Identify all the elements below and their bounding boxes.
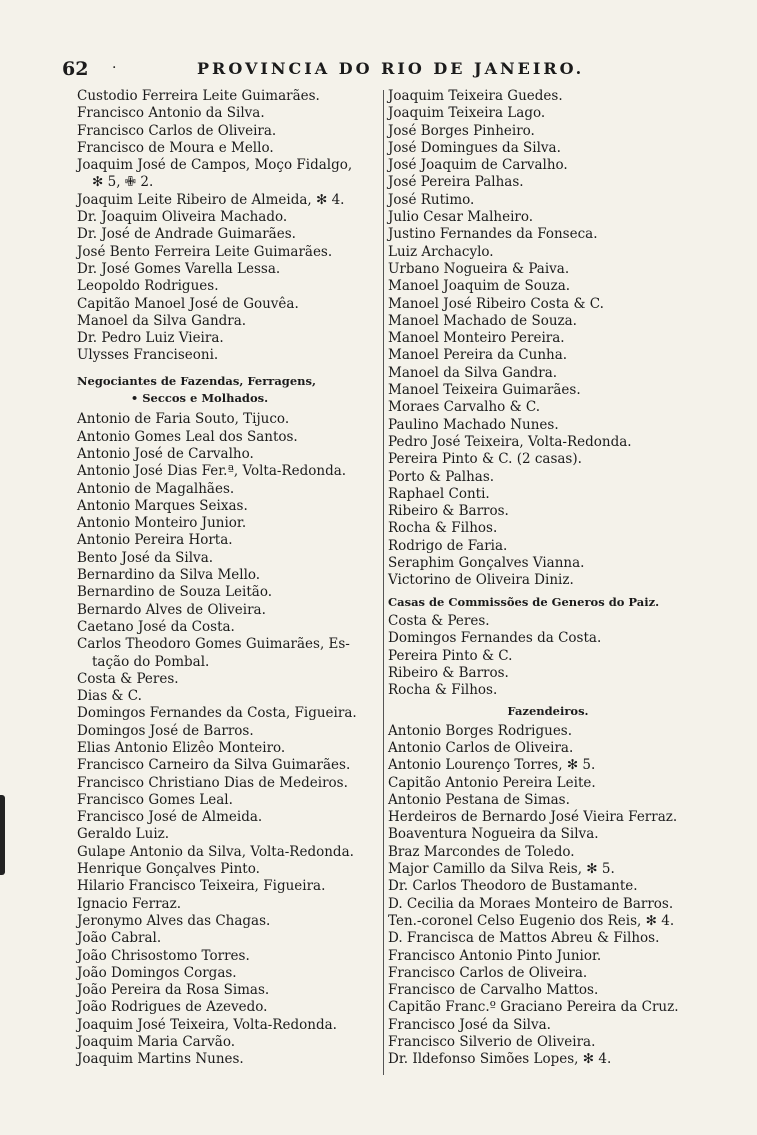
list-item: Costa & Peres. (77, 670, 179, 687)
list-item: Seraphim Gonçalves Vianna. (388, 555, 585, 572)
list-item: José Bento Ferreira Leite Guimarães. (77, 243, 333, 260)
list-item: Bernardino de Souza Leitão. (77, 584, 273, 601)
list-item: José Borges Pinheiro. (388, 122, 535, 139)
list-item: Capitão Manoel José de Gouvêa. (77, 295, 299, 312)
list-item: Manoel Teixeira Guimarães. (388, 382, 581, 399)
list-item: ✻ 5, ✙ 2. (92, 174, 154, 191)
list-item: Antonio José Dias Fer.ª, Volta-Redonda. (77, 463, 347, 480)
list-item: Ten.-coronel Celso Eugenio dos Reis, ✻ 4. (388, 912, 675, 929)
list-item: Francisco de Moura e Mello. (77, 139, 274, 156)
section-heading-commissoes: Casas de Commissões de Generos do Paiz. (388, 594, 660, 609)
list-item: Francisco Gomes Leal. (77, 791, 233, 808)
list-item: Antonio de Faria Souto, Tijuco. (77, 411, 290, 428)
list-item: Antonio de Magalhães. (77, 480, 235, 497)
list-item: Domingos Fernandes da Costa, Figueira. (77, 705, 357, 722)
list-item: Francisco José de Almeida. (77, 809, 263, 826)
list-item: D. Cecilia da Moraes Monteiro de Barros. (388, 895, 674, 912)
list-item: Dr. Carlos Theodoro de Bustamante. (388, 878, 638, 895)
list-item: Domingos José de Barros. (77, 722, 254, 739)
list-item: Antonio Monteiro Junior. (77, 515, 247, 532)
list-item: Julio Cesar Malheiro. (388, 209, 534, 226)
right-column (388, 88, 708, 1069)
list-item: João Rodrigues de Azevedo. (77, 999, 268, 1016)
list-item: Braz Marcondes de Toledo. (388, 843, 575, 860)
list-item: Raphael Conti. (388, 485, 490, 502)
list-item: Elias Antonio Elizêo Monteiro. (77, 739, 286, 756)
list-item: Francisco Christiano Dias de Medeiros. (77, 774, 348, 791)
list-item: Francisco de Carvalho Mattos. (388, 982, 599, 999)
list-item: Francisco Carlos de Oliveira. (77, 122, 277, 139)
list-item: Pedro José Teixeira, Volta-Redonda. (388, 433, 632, 450)
header-separator: · (112, 60, 117, 76)
list-item: Dr. José de Andrade Guimarães. (77, 226, 296, 243)
list-item: Domingos Fernandes da Costa. (388, 630, 602, 647)
list-item: Antonio Carlos de Oliveira. (388, 739, 574, 756)
column-divider (383, 90, 384, 1075)
list-item: Antonio Borges Rodrigues. (388, 722, 573, 739)
list-item: Manoel Joaquim de Souza. (388, 278, 571, 295)
left-list-top (77, 88, 382, 365)
list-item: José Pereira Palhas. (388, 174, 524, 191)
list-item: Boaventura Nogueira da Silva. (388, 826, 599, 843)
list-item: Antonio Lourenço Torres, ✻ 5. (388, 757, 596, 774)
list-item: Ulysses Franciseoni. (77, 347, 219, 364)
list-item: D. Francisca de Mattos Abreu & Filhos. (388, 930, 660, 947)
left-column (77, 88, 382, 1069)
list-item: Jeronymo Alves das Chagas. (77, 912, 271, 929)
page-edge-mark (0, 795, 5, 875)
list-item: Dr. Ildefonso Simões Lopes, ✻ 4. (388, 1051, 612, 1068)
list-item: Manoel Pereira da Cunha. (388, 347, 568, 364)
list-item: Paulino Machado Nunes. (388, 416, 559, 433)
list-item: Antonio José de Carvalho. (77, 445, 254, 462)
list-item: Joaquim Leite Ribeiro de Almeida, ✻ 4. (77, 191, 345, 208)
list-item: Henrique Gonçalves Pinto. (77, 861, 260, 878)
list-item: Costa & Peres. (388, 612, 490, 629)
list-item: Major Camillo da Silva Reis, ✻ 5. (388, 861, 615, 878)
list-item: João Domingos Corgas. (77, 964, 237, 981)
list-item: Joaquim Teixeira Lago. (388, 105, 546, 122)
list-item: Leopoldo Rodrigues. (77, 278, 219, 295)
section-heading-negociantes-cont: • Seccos e Molhados. (130, 391, 269, 406)
list-item: Manoel Monteiro Pereira. (388, 330, 565, 347)
list-item: Pereira Pinto & C. (2 casas). (388, 451, 582, 468)
left-list-bottom (77, 411, 382, 1068)
right-list-middle (388, 613, 708, 699)
list-item: João Chrisostomo Torres. (77, 947, 250, 964)
list-item: Manoel da Silva Gandra. (77, 312, 247, 329)
list-item: Francisco Carlos de Oliveira. (388, 964, 588, 981)
list-item: Hilario Francisco Teixeira, Figueira. (77, 878, 326, 895)
list-item: Manoel José Ribeiro Costa & C. (388, 295, 604, 312)
list-item: Ribeiro & Barros. (388, 503, 509, 520)
list-item: Antonio Gomes Leal dos Santos. (77, 428, 298, 445)
list-item: Caetano José da Costa. (77, 618, 235, 635)
list-item: tação do Pombal. (92, 653, 210, 670)
page-title: PROVINCIA DO RIO DE JANEIRO. (197, 59, 585, 78)
list-item: Antonio Marques Seixas. (77, 497, 248, 514)
list-item: Justino Fernandes da Fonseca. (388, 226, 598, 243)
list-item: Francisco Antonio da Silva. (77, 105, 265, 122)
list-item: José Joaquim de Carvalho. (388, 157, 568, 174)
list-item: Joaquim José de Campos, Moço Fidalgo, (77, 157, 353, 174)
list-item: Moraes Carvalho & C. (388, 399, 541, 416)
list-item: Capitão Antonio Pereira Leite. (388, 774, 596, 791)
list-item: Manoel da Silva Gandra. (388, 364, 558, 381)
list-item: Joaquim Teixeira Guedes. (388, 88, 563, 104)
list-item: Dr. José Gomes Varella Lessa. (77, 260, 281, 277)
list-item: Bernardo Alves de Oliveira. (77, 601, 266, 618)
list-item: Francisco José da Silva. (388, 1016, 551, 1033)
page-header (62, 58, 702, 86)
list-item: Carlos Theodoro Gomes Guimarães, Es- (77, 636, 350, 653)
list-item: Dr. Pedro Luiz Vieira. (77, 330, 224, 347)
list-item: José Rutimo. (388, 191, 475, 208)
list-item: Rocha & Filhos. (388, 682, 498, 699)
list-item: João Cabral. (77, 930, 162, 947)
list-item: Dias & C. (77, 688, 142, 705)
list-item: Francisco Carneiro da Silva Guimarães. (77, 757, 351, 774)
list-item: Francisco Silverio de Oliveira. (388, 1034, 596, 1051)
list-item: Bernardino da Silva Mello. (77, 567, 261, 584)
list-item: Antonio Pestana de Simas. (388, 791, 570, 808)
list-item: Geraldo Luiz. (77, 826, 170, 843)
list-item: Ribeiro & Barros. (388, 664, 509, 681)
list-item: Rocha & Filhos. (388, 520, 498, 537)
list-item: Custodio Ferreira Leite Guimarães. (77, 88, 320, 104)
section-heading-fazendeiros: Fazendeiros. (507, 704, 589, 719)
list-item: Joaquim José Teixeira, Volta-Redonda. (77, 1016, 337, 1033)
list-item: José Domingues da Silva. (388, 139, 561, 156)
list-item: Pereira Pinto & C. (388, 647, 513, 664)
list-item: Luiz Archacylo. (388, 243, 494, 260)
list-item: Capitão Franc.º Graciano Pereira da Cruz. (388, 999, 679, 1016)
list-item: Bento José da Silva. (77, 549, 214, 566)
list-item: Dr. Joaquim Oliveira Machado. (77, 209, 288, 226)
list-item: Joaquim Maria Carvão. (77, 1034, 236, 1051)
list-item: Joaquim Martins Nunes. (77, 1051, 244, 1068)
section-heading-negociantes: Negociantes de Fazendas, Ferragens, (77, 373, 316, 388)
list-item: Herdeiros de Bernardo José Vieira Ferraz. (388, 809, 678, 826)
list-item: Victorino de Oliveira Diniz. (388, 572, 574, 589)
list-item: Rodrigo de Faria. (388, 537, 508, 554)
list-item: Gulape Antonio da Silva, Volta-Redonda. (77, 843, 354, 860)
page-number: 62 (62, 58, 89, 80)
list-item: Manoel Machado de Souza. (388, 312, 577, 329)
list-item: Ignacio Ferraz. (77, 895, 181, 912)
list-item: Porto & Palhas. (388, 468, 495, 485)
list-item: Antonio Pereira Horta. (77, 532, 233, 549)
list-item: João Pereira da Rosa Simas. (77, 982, 270, 999)
right-list-bottom (388, 723, 708, 1069)
right-list-top (388, 88, 708, 590)
list-item: Urbano Nogueira & Paiva. (388, 260, 570, 277)
list-item: Francisco Antonio Pinto Junior. (388, 947, 602, 964)
